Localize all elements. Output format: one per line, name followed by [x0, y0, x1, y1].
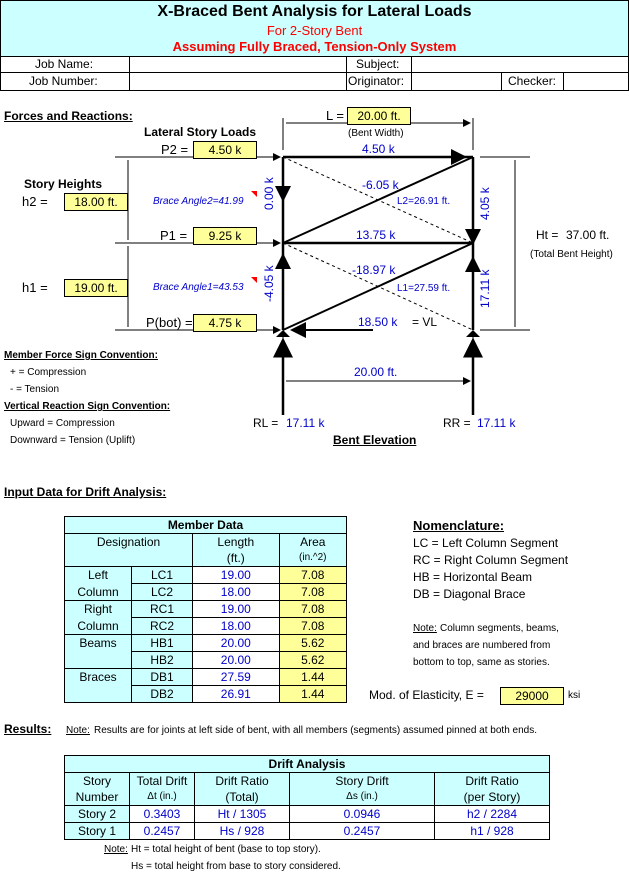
nomenclature-title: Nomenclature: [413, 518, 505, 533]
member-length: 19.00 [193, 601, 280, 618]
pbot-label: P(bot) = [146, 315, 193, 330]
story-drift-ratio-sub: (per Story) [435, 789, 550, 806]
member-id: RC2 [132, 618, 193, 635]
length-unit: (ft.) [193, 550, 280, 567]
nomenclature-note1: Column segments, beams, [440, 623, 559, 634]
forces-section-title: Forces and Reactions: [4, 109, 133, 123]
member-id: RC1 [132, 601, 193, 618]
drift-ratio-header: Drift Ratio [195, 773, 290, 790]
member-length: 20.00 [193, 635, 280, 652]
brace1-length: L1=27.59 ft. [397, 283, 451, 294]
member-area-input[interactable]: 5.62 [279, 652, 346, 669]
p1-label: P1 = [160, 228, 188, 243]
rr-value: 17.11 k [477, 416, 516, 430]
member-area-input[interactable]: 7.08 [279, 567, 346, 584]
group-label [65, 652, 132, 669]
subtitle-system: Assuming Fully Braced, Tension-Only System [172, 39, 457, 54]
bent-width-label: (Bent Width) [348, 128, 404, 139]
nomenclature-hb: HB = Horizontal Beam [413, 570, 533, 584]
originator-label: Originator: [348, 74, 405, 88]
rc2-force: 4.05 k [478, 187, 492, 220]
p2-input[interactable]: 4.50 k [193, 141, 257, 159]
member-length: 19.00 [193, 567, 280, 584]
member-id: HB1 [132, 635, 193, 652]
lateral-story-loads-label: Lateral Story Loads [144, 125, 257, 139]
lc2-force: 0.00 k [262, 177, 276, 210]
nomenclature-lc: LC = Left Column Segment [413, 536, 559, 550]
area-header: Area [279, 534, 346, 551]
p2-label: P2 = [161, 142, 189, 157]
member-area-input[interactable]: 1.44 [279, 669, 346, 686]
member-length: 18.00 [193, 584, 280, 601]
rl-label: RL = [253, 416, 279, 430]
page-title: X-Braced Bent Analysis for Lateral Loads [157, 3, 472, 20]
member-sign-title: Member Force Sign Convention: [4, 350, 158, 361]
h2-label: h2 = [22, 194, 48, 209]
base-shear: 18.50 k [358, 315, 398, 329]
group-label: Right [65, 601, 132, 618]
job-number-label: Job Number: [29, 74, 98, 88]
member-length: 27.59 [193, 669, 280, 686]
beam1-force: 13.75 k [356, 228, 396, 242]
upward-sign: Upward = Compression [10, 418, 115, 429]
bottom-width-dim: 20.00 ft. [354, 365, 398, 379]
story-header: Story [65, 773, 130, 790]
designation-header: Designation [65, 534, 193, 567]
results-note-label: Note: [66, 725, 90, 736]
checker-label: Checker: [508, 74, 557, 88]
brace-angle2: Brace Angle2=41.99 [153, 196, 244, 207]
member-length: 18.00 [193, 618, 280, 635]
moe-label: Mod. of Elasticity, E = [369, 688, 484, 702]
lc1-force: -4.05 k [262, 265, 276, 302]
p1-input[interactable]: 9.25 k [193, 227, 257, 245]
length-header: Length [193, 534, 280, 551]
total-drift-value: 0.2457 [130, 823, 195, 840]
compression-sign: + = Compression [10, 367, 87, 378]
nomenclature-rc: RC = Right Column Segment [413, 553, 569, 567]
brace1-force: -18.97 k [352, 263, 396, 277]
story-header-2: Number [65, 789, 130, 806]
member-data-table [64, 516, 347, 703]
h1-input[interactable]: 19.00 ft. [64, 279, 128, 297]
nomenclature-note-label: Note: [413, 623, 437, 634]
pbot-input[interactable]: 4.75 k [193, 314, 257, 332]
total-height-label: (Total Bent Height) [530, 249, 613, 260]
group-label: Left [65, 567, 132, 584]
nomenclature-note3: bottom to top, same as stories. [413, 657, 550, 668]
group-label: Column [65, 618, 132, 635]
results-title: Results: [4, 722, 52, 736]
member-id: DB2 [132, 686, 193, 703]
brace-angle1: Brace Angle1=43.53 [153, 282, 244, 293]
story-drift-ratio-header: Drift Ratio [435, 773, 550, 790]
downward-sign: Downward = Tension (Uplift) [10, 435, 136, 446]
nomenclature-note2: and braces are numbered from [413, 640, 551, 651]
brace2-force: -6.05 k [362, 178, 399, 192]
moe-unit: ksi [568, 690, 581, 701]
drift-title: Drift Analysis [65, 756, 550, 773]
story-drift-value: 0.0946 [290, 806, 435, 823]
drift-analysis-table [64, 755, 550, 840]
drift-note2: Hs = total height from base to story considered. [131, 861, 341, 872]
vertical-sign-title: Vertical Reaction Sign Convention: [4, 401, 171, 412]
h2-input[interactable]: 18.00 ft. [64, 193, 128, 211]
subject-label: Subject: [356, 57, 400, 71]
story-drift-unit: Δs (in.) [290, 789, 435, 806]
member-area-input[interactable]: 7.08 [279, 618, 346, 635]
rc1-force: 17.11 k [478, 269, 492, 308]
member-id: HB2 [132, 652, 193, 669]
subtitle-story: For 2-Story Bent [266, 23, 363, 38]
total-drift-value: 0.3403 [130, 806, 195, 823]
member-area-input[interactable]: 7.08 [279, 584, 346, 601]
job-name-label: Job Name: [35, 57, 94, 71]
rl-value: 17.11 k [286, 416, 325, 430]
bent-elevation-label: Bent Elevation [333, 433, 417, 447]
member-data-title: Member Data [65, 517, 347, 534]
member-area-input[interactable]: 1.44 [279, 686, 346, 703]
story-heights-label: Story Heights [24, 177, 103, 191]
drift-input-title: Input Data for Drift Analysis: [4, 485, 167, 499]
nomenclature-db: DB = Diagonal Brace [413, 587, 526, 601]
story-drift-ratio-value: h2 / 2284 [435, 806, 550, 823]
ht-label: Ht = [536, 228, 559, 242]
story-label: Story 2 [65, 806, 130, 823]
drift-ratio-sub: (Total) [195, 789, 290, 806]
member-length: 20.00 [193, 652, 280, 669]
area-unit: (in.^2) [279, 550, 346, 567]
total-drift-header: Total Drift [130, 773, 195, 790]
member-length: 26.91 [193, 686, 280, 703]
vl-label: = VL [412, 315, 438, 329]
brace2-length: L2=26.91 ft. [397, 196, 451, 207]
group-label [65, 686, 132, 703]
group-label: Column [65, 584, 132, 601]
drift-ratio-value: Hs / 928 [195, 823, 290, 840]
member-area-input[interactable]: 7.08 [279, 601, 346, 618]
drift-note1: Ht = total height of bent (base to top story). [131, 844, 321, 855]
member-area-input[interactable]: 5.62 [279, 635, 346, 652]
moe-input[interactable]: 29000 [500, 687, 564, 705]
member-id: DB1 [132, 669, 193, 686]
l-label: L = [326, 108, 344, 123]
group-label: Beams [65, 635, 132, 652]
drift-note-label: Note: [104, 844, 128, 855]
beam2-force: 4.50 k [362, 142, 395, 156]
story-drift-header: Story Drift [290, 773, 435, 790]
l-input[interactable]: 20.00 ft. [347, 107, 411, 125]
h1-label: h1 = [22, 280, 48, 295]
story-drift-ratio-value: h1 / 928 [435, 823, 550, 840]
member-id: LC1 [132, 567, 193, 584]
tension-sign: - = Tension [10, 384, 60, 395]
story-drift-value: 0.2457 [290, 823, 435, 840]
rr-label: RR = [443, 416, 471, 430]
total-drift-unit: Δt (in.) [130, 789, 195, 806]
group-label: Braces [65, 669, 132, 686]
drift-ratio-value: Ht / 1305 [195, 806, 290, 823]
member-id: LC2 [132, 584, 193, 601]
story-label: Story 1 [65, 823, 130, 840]
results-note: Results are for joints at left side of bent, with all members (segments) assumed pinned at both ends. [94, 725, 537, 736]
ht-value: 37.00 ft. [566, 228, 610, 242]
